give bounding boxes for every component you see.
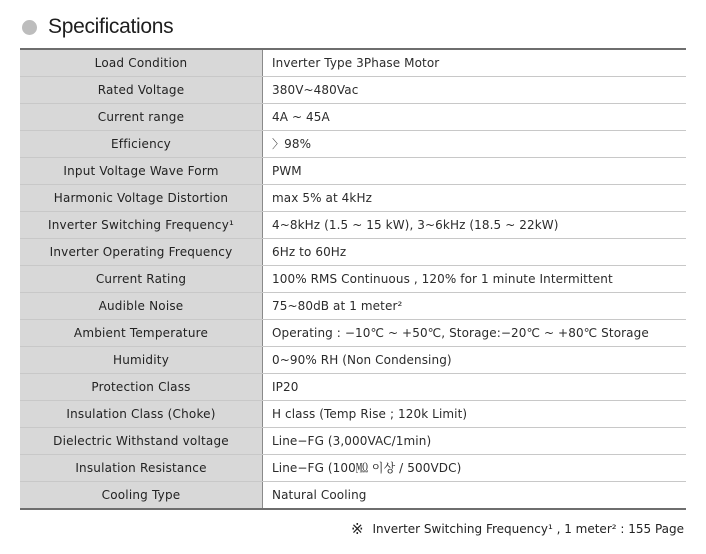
table-row — [20, 455, 686, 482]
spec-label: Humidity — [20, 347, 263, 374]
table-row — [20, 49, 686, 77]
circle-bullet-icon — [22, 20, 37, 35]
spec-label: Current Rating — [20, 266, 263, 293]
spec-value: 380V~480Vac — [263, 77, 687, 104]
table-row — [20, 401, 686, 428]
spec-label: Inverter Operating Frequency — [20, 239, 263, 266]
table-row — [20, 77, 686, 104]
table-row — [20, 482, 686, 510]
table-row — [20, 428, 686, 455]
spec-value: max 5% at 4kHz — [263, 185, 687, 212]
reference-mark-icon: ※ — [350, 520, 364, 538]
page-title: Specifications — [48, 15, 174, 38]
table-row — [20, 374, 686, 401]
spec-value: 100% RMS Continuous , 120% for 1 minute Intermittent — [263, 266, 687, 293]
spec-label: Rated Voltage — [20, 77, 263, 104]
spec-label: Input Voltage Wave Form — [20, 158, 263, 185]
table-row — [20, 320, 686, 347]
section-header — [22, 14, 173, 40]
footnote — [351, 520, 684, 538]
spec-value: 6Hz to 60Hz — [263, 239, 687, 266]
spec-value: H class (Temp Rise ; 120k Limit) — [263, 401, 687, 428]
table-row — [20, 293, 686, 320]
spec-value: Natural Cooling — [272, 488, 367, 502]
table-row — [20, 347, 686, 374]
spec-value: 4A ~ 45A — [263, 104, 687, 131]
spec-label: Protection Class — [20, 374, 263, 401]
spec-label: Load Condition — [20, 49, 263, 77]
spec-label: Dielectric Withstand voltage — [20, 428, 263, 455]
spec-value: PWM — [263, 158, 687, 185]
spec-label: Efficiency — [20, 131, 263, 158]
spec-value: 0~90% RH (Non Condensing) — [263, 347, 687, 374]
spec-value: 75~80dB at 1 meter² — [263, 293, 687, 320]
table-row — [20, 158, 686, 185]
spec-value: Line−FG (100㏁ 이상 / 500VDC) — [263, 455, 687, 482]
spec-value: Inverter Type 3Phase Motor — [263, 49, 687, 77]
spec-value: 〉98% — [263, 131, 687, 158]
spec-label: Audible Noise — [20, 293, 263, 320]
spec-label: Current range — [20, 104, 263, 131]
spec-value: Line−FG (3,000VAC/1min) — [263, 428, 687, 455]
table-row — [20, 131, 686, 158]
spec-value: 4~8kHz (1.5 ~ 15 kW), 3~6kHz (18.5 ~ 22kW) — [263, 212, 687, 239]
spec-value: Operating : −10℃ ~ +50℃, Storage:−20℃ ~ +80℃ Storage — [263, 320, 687, 347]
table-row — [20, 104, 686, 131]
spec-table — [20, 48, 686, 510]
spec-label: Ambient Temperature — [20, 320, 263, 347]
spec-label: Insulation Resistance — [20, 455, 263, 482]
footnote-text: Inverter Switching Frequency¹ , 1 meter² : 155 Page — [372, 522, 684, 536]
table-row — [20, 185, 686, 212]
spec-value: IP20 — [263, 374, 687, 401]
spec-label: Cooling Type — [20, 482, 263, 510]
table-row — [20, 212, 686, 239]
spec-label: Harmonic Voltage Distortion — [20, 185, 263, 212]
table-row — [20, 266, 686, 293]
spec-label: Insulation Class (Choke) — [20, 401, 263, 428]
spec-label: Inverter Switching Frequency¹ — [20, 212, 263, 239]
table-row — [20, 239, 686, 266]
